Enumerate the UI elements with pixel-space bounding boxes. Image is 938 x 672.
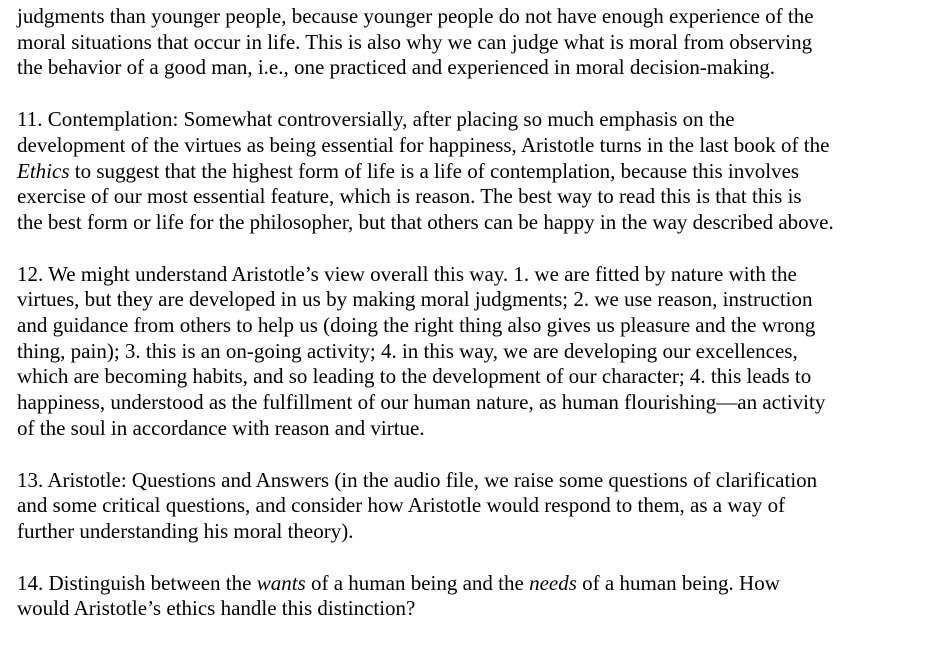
text-line [17, 390, 924, 416]
text-line [17, 364, 924, 390]
text-line [17, 493, 924, 519]
text-line [17, 596, 924, 622]
text-run: happiness, understood as the fulfillment of our human nature, as human flourishing—an activity [17, 390, 826, 415]
text-run: of a human being and the [305, 570, 530, 595]
text-line [17, 262, 924, 288]
text-line [17, 519, 924, 545]
text-run: moral situations that occur in life. This is also why we can judge what is moral from observing [17, 29, 813, 54]
text-line [17, 210, 924, 236]
text-run: virtues, but they are developed in us by making moral judgments; 2. we use reason, instruction [17, 287, 813, 312]
text-run: exercise of our most essential feature, which is reason. The best way to read this is that this is [17, 184, 802, 209]
text-run: to suggest that the highest form of life is a life of contemplation, because this involves [69, 158, 800, 183]
text-run: of the soul in accordance with reason and virtue. [17, 415, 425, 440]
text-run: further understanding his moral theory). [17, 518, 354, 543]
text-line [17, 184, 924, 210]
text-run: which are becoming habits, and so leading to the development of our character; 4. this leads to [17, 364, 812, 389]
italic-text: wants [256, 570, 306, 595]
text-run: and some critical questions, and consider how Aristotle would respond to them, as a way of [17, 493, 786, 518]
text-run: thing, pain); 3. this is an on-going activity; 4. in this way, we are developing our excellences, [17, 338, 798, 363]
text-line [17, 133, 924, 159]
text-line [17, 159, 924, 185]
text-run: 13. Aristotle: Questions and Answers (in the audio file, we raise some questions of clarification [17, 467, 818, 492]
paragraph [17, 4, 924, 81]
text-run: the behavior of a good man, i.e., one practiced and experienced in moral decision-making. [17, 55, 776, 80]
text-run: development of the virtues as being essential for happiness, Aristotle turns in the last book of the [17, 132, 830, 157]
paragraph [17, 262, 924, 442]
paragraph [17, 571, 924, 622]
text-run: 12. We might understand Aristotle’s view overall this way. 1. we are fitted by nature with the [17, 261, 797, 286]
text-run: would Aristotle’s ethics handle this distinction? [17, 596, 416, 621]
text-line [17, 571, 924, 597]
text-run: of a human being. How [576, 570, 780, 595]
text-line [17, 468, 924, 494]
paragraph [17, 468, 924, 545]
italic-text: Ethics [17, 158, 70, 183]
text-run: and guidance from others to help us (doing the right thing also gives us pleasure and the wrong [17, 313, 816, 338]
text-run: the best form or life for the philosopher, but that others can be happy in the way described above. [17, 209, 834, 234]
italic-text: needs [529, 570, 577, 595]
text-line [17, 313, 924, 339]
text-line [17, 55, 924, 81]
paragraph [17, 107, 924, 236]
text-run: 14. Distinguish between the [17, 570, 257, 595]
text-run: judgments than younger people, because younger people do not have enough experience of the [17, 4, 814, 28]
text-line [17, 339, 924, 365]
text-line [17, 416, 924, 442]
text-line [17, 287, 924, 313]
text-line [17, 30, 924, 56]
document-body [17, 4, 924, 622]
text-line [17, 4, 924, 30]
text-run: 11. Contemplation: Somewhat controversially, after placing so much emphasis on the [17, 107, 735, 132]
text-line [17, 107, 924, 133]
